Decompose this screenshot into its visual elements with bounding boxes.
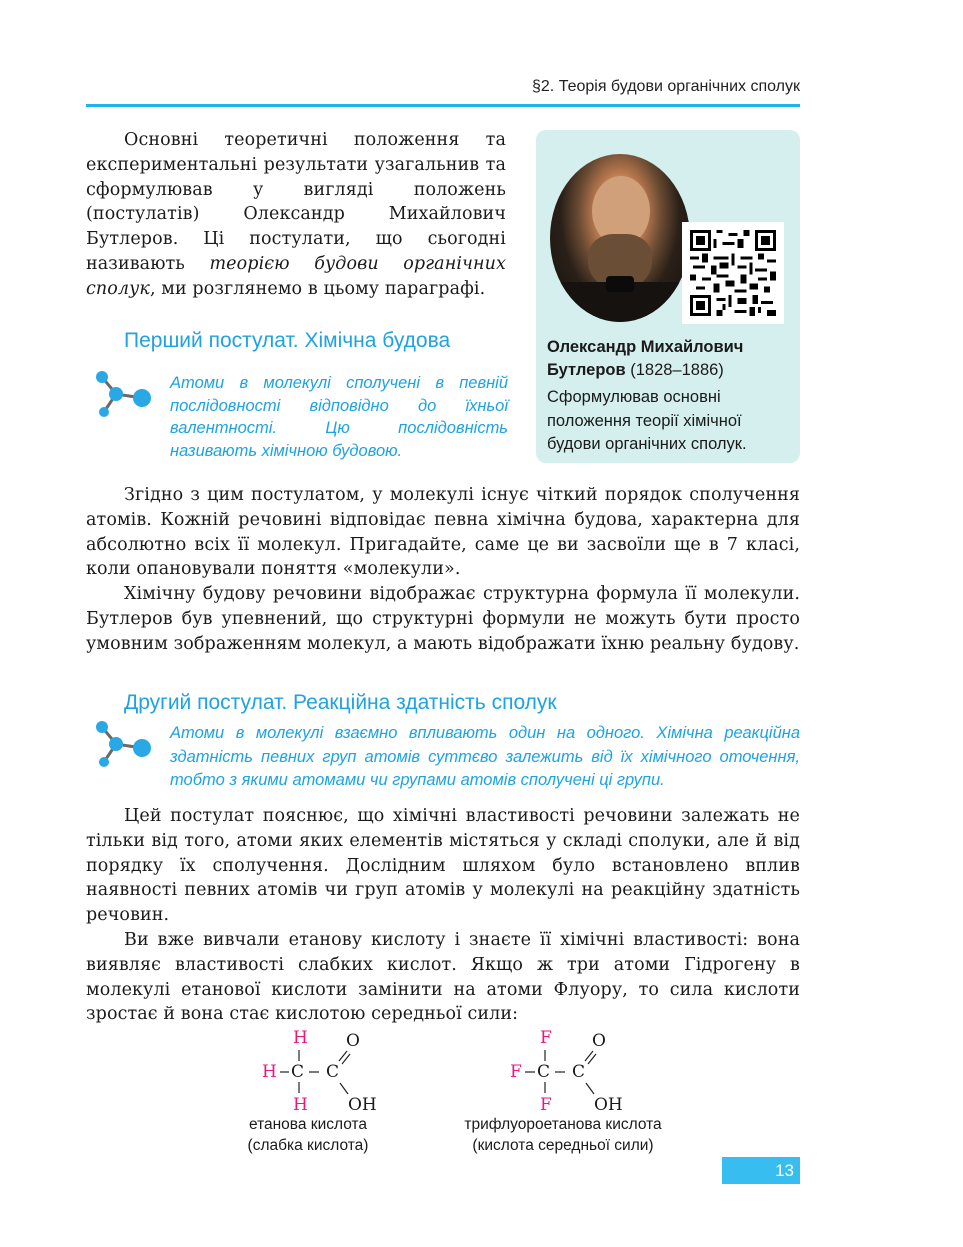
substituent-bottom: H	[293, 1095, 308, 1115]
carbon-atom: C	[572, 1062, 586, 1082]
molecule-icon	[92, 366, 152, 426]
page-number: 13	[722, 1157, 800, 1184]
portrait-bow-tie	[606, 276, 634, 292]
carbon-atom: C	[291, 1062, 305, 1082]
caption-line: етанова кислота	[248, 1116, 368, 1133]
body-paragraph: Згідно з цим постулатом, у молекулі існує чіткий порядок сполучення атомів. Кожній речовині відповідає певна хімічна будова, характерна для абсолютно всіх її молекул. Пригадайте, саме це ви засвоїли ще в 7 класі, коли опановували поняття «молекули».	[86, 485, 800, 580]
body-paragraph: Цей постулат пояснює, що хімічні властивості речовини залежать не тільки від того, атоми яких елементів містяться у складі сполуки, але й від порядку їх сполучення. Дослідним шляхом було встановлено вплив наявності певних атомів чи груп атомів у молекулі на реакційну здатність речовин.	[86, 806, 800, 926]
trifluoroethanoic-acid-formula	[508, 1028, 638, 1118]
carbon-atom: C	[537, 1062, 551, 1082]
postulate2-heading: Другий постулат. Реакційна здатність сполук	[124, 691, 557, 714]
caption-line: (кислота середньої сили)	[472, 1137, 654, 1154]
postulate1-body	[86, 483, 800, 657]
scientist-description: Сформулював основні положення теорії хімічної будови органічних сполук.	[547, 388, 747, 453]
postulate2-body	[86, 804, 800, 1027]
postulate1-note: Атоми в молекулі сполучені в певній послідовності відповідно до їхньої валентності. Цю послідовність називають хімічною будовою.	[170, 374, 508, 460]
intro-text-2: , ми розглянемо в цьому параграфі.	[149, 278, 486, 299]
body-paragraph: Хімічну будову речовини відображає структурна формула її молекули. Бутлеров був упевнений, що структурні формули не можуть бути просто умовним зображенням молекул, а мають відображати їхню реальну будову.	[86, 584, 800, 654]
postulate1-heading: Перший постулат. Хімічна будова	[124, 329, 451, 352]
ethanoic-acid-formula	[262, 1028, 392, 1118]
hydroxyl-label: OH	[348, 1095, 377, 1115]
postulate2-note: Атоми в молекулі взаємно впливають один на одного. Хімічна реакційна здатність певних груп атомів суттєво залежить від їх хімічного оточення, тобто з якими атомами чи групами атомів сполучені ці групи.	[170, 724, 800, 789]
carbon-atom: C	[326, 1062, 340, 1082]
caption-line: (слабка кислота)	[247, 1137, 369, 1154]
substituent-bottom: F	[540, 1095, 552, 1115]
intro-term: теорією будови органічних сполук	[86, 253, 506, 299]
scientist-name	[547, 336, 797, 382]
molecule-icon	[92, 716, 152, 776]
caption-line: трифлуороетанова кислота	[464, 1116, 662, 1133]
substituent-top: F	[540, 1028, 552, 1048]
oxygen-label: O	[592, 1031, 606, 1051]
formula-caption	[445, 1114, 681, 1156]
intro-paragraph	[86, 128, 506, 302]
body-paragraph: Ви вже вивчали етанову кислоту і знаєте її хімічні властивості: вона виявляє властивості слабких кислот. Якщо ж три атоми Гідрогену в молекулі етанової кислоти замінити на атоми Флуору, то сила кислоти зростає й вона стає кислотою середньої сили:	[86, 929, 800, 1025]
qr-code-icon[interactable]	[682, 222, 784, 324]
scientist-years: (1828–1886)	[630, 361, 724, 379]
hydroxyl-label: OH	[594, 1095, 623, 1115]
formula-caption	[208, 1114, 408, 1156]
substituent-left: F	[510, 1062, 522, 1082]
running-header: §2. Теорія будови органічних сполук	[532, 78, 800, 95]
substituent-left: H	[262, 1062, 277, 1082]
butlerov-card	[536, 130, 800, 463]
oxygen-label: O	[346, 1031, 360, 1051]
substituent-top: H	[293, 1028, 308, 1048]
intro-text-1: Основні теоретичні положення та експериментальні результати узагальнив та сформулював у вигляді положень (постулатів) Олександр Михайлович Бутлеров. Ці постулати, що сьогодні називають	[86, 130, 506, 274]
header-rule	[86, 104, 800, 107]
butlerov-portrait	[550, 154, 690, 322]
scientist-name-bold: Олександр Михайлович Бутлеров	[547, 338, 744, 379]
